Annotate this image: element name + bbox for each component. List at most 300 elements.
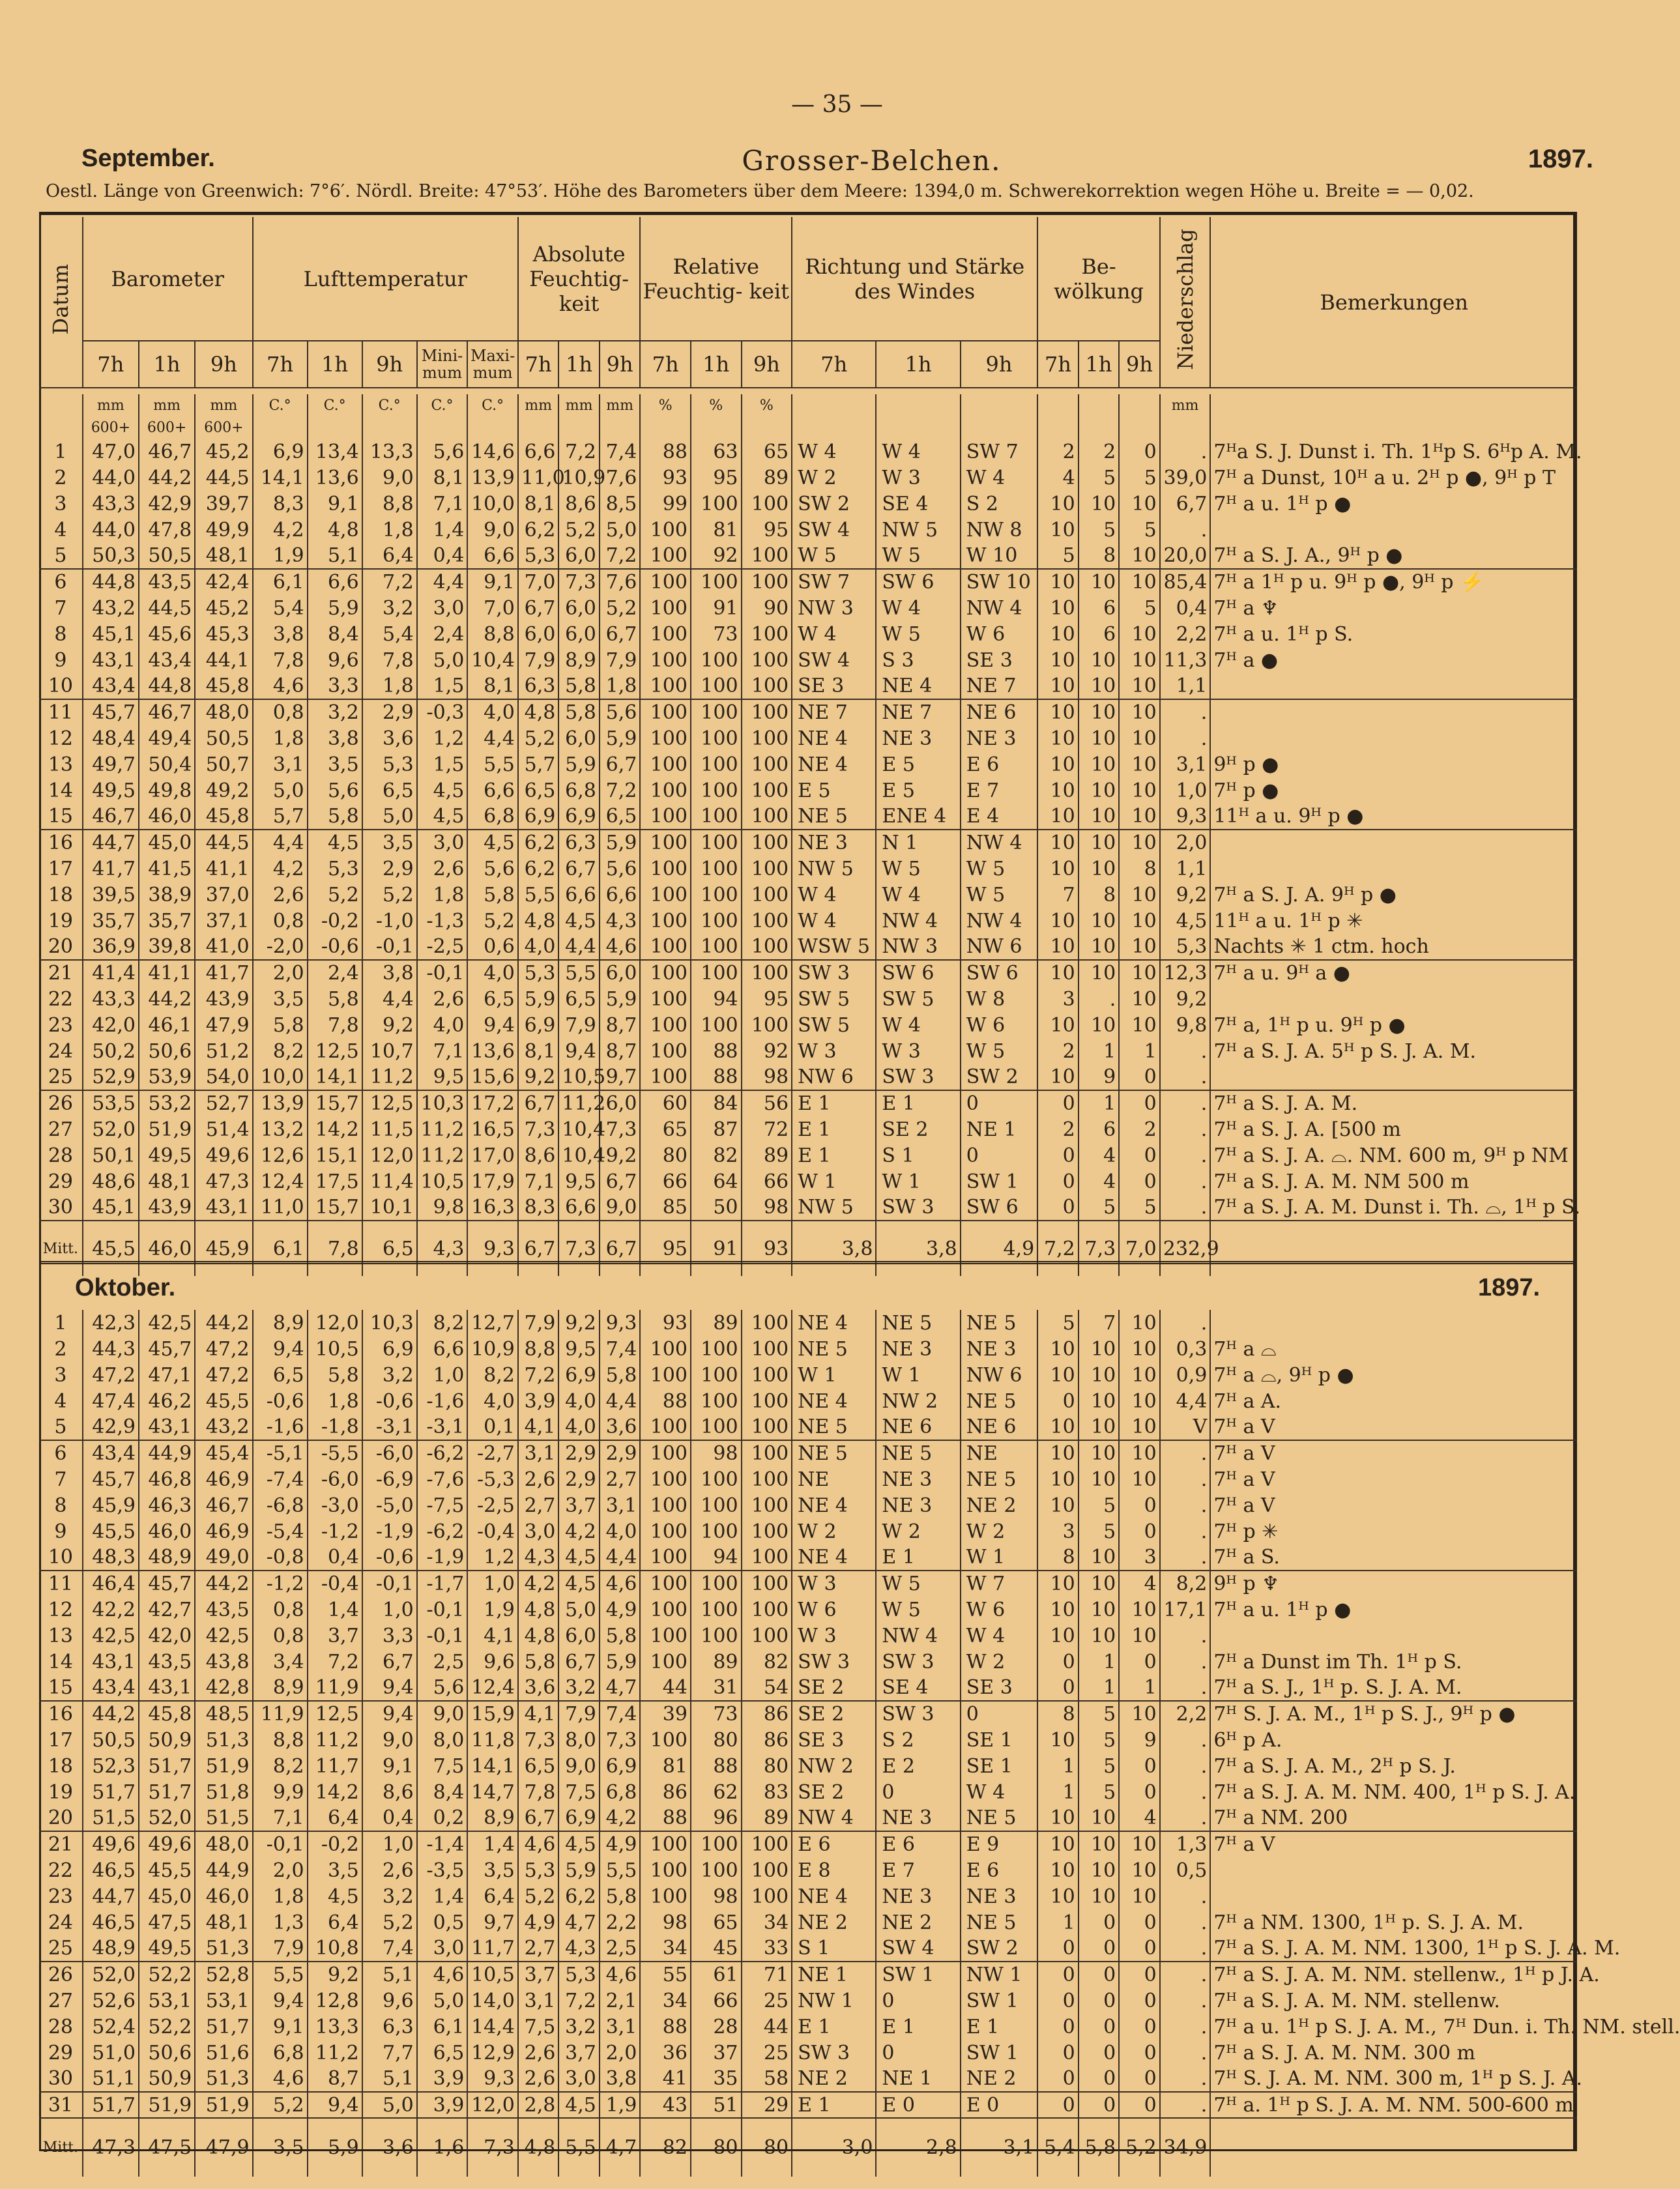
value-cell: 4,8 [308, 517, 362, 543]
value-cell: 5 [1037, 1310, 1079, 1336]
value-cell: 100 [640, 517, 691, 543]
value-cell: 3,2 [308, 699, 362, 725]
value-cell: 100 [640, 1518, 691, 1544]
value-cell: 51,7 [139, 1779, 195, 1805]
value-cell: 6,9 [558, 804, 600, 830]
value-cell: 9 [1119, 1727, 1160, 1753]
value-cell: 3,5 [253, 986, 308, 1012]
remark-cell: 7ᴴ S. J. A. M., 1ᴴ p S. J., 9ᴴ p ● [1210, 1701, 1577, 1727]
value-cell: -0,1 [253, 1831, 308, 1857]
value-cell: 34 [742, 1909, 792, 1935]
value-cell: NE 6 [961, 699, 1038, 725]
value-cell: 93 [640, 465, 691, 491]
value-cell: 1,0 [362, 1831, 417, 1857]
value-cell: 56 [742, 1090, 792, 1116]
value-cell: 100 [640, 1414, 691, 1440]
value-cell: 7,2 [600, 543, 641, 569]
value-cell: 4,6 [253, 673, 308, 699]
value-cell: E 7 [961, 777, 1038, 804]
remark-cell: 7ᴴ a. 1ᴴ p S. J. A. M. NM. 500-600 m [1210, 2092, 1577, 2118]
day-cell: 16 [39, 830, 83, 856]
value-cell: 0 [961, 1701, 1038, 1727]
value-cell: 12,5 [362, 1090, 417, 1116]
value-cell: 6 [1079, 595, 1120, 621]
value-cell: 42,9 [139, 491, 195, 517]
value-cell: 10 [1037, 934, 1079, 960]
value-cell: 8,5 [600, 491, 641, 517]
value-cell: 10 [1119, 804, 1160, 830]
value-cell: 2,0 [1160, 830, 1211, 856]
value-cell: 85 [640, 1195, 691, 1221]
value-cell: 88 [691, 1753, 742, 1779]
value-cell: 17,9 [467, 1168, 518, 1195]
value-cell: 2,7 [518, 1492, 559, 1518]
value-cell: 44,3 [83, 1336, 139, 1362]
value-cell: 3,5 [362, 830, 417, 856]
value-cell: 10 [1079, 1440, 1120, 1466]
value-cell: -1,2 [308, 1518, 362, 1544]
mean-cell: 7,2 [1037, 1221, 1079, 1276]
remark-cell: 7ᴴ a u. 1ᴴ p S. [1213, 622, 1354, 646]
value-cell: 100 [640, 1857, 691, 1883]
value-cell: 6,4 [467, 1883, 518, 1909]
value-cell: 95 [742, 517, 792, 543]
value-cell: 10 [1037, 647, 1079, 673]
remark-cell [1210, 517, 1577, 543]
value-cell: 100 [640, 1012, 691, 1038]
day-cell: 1 [39, 439, 83, 465]
value-cell: 100 [640, 777, 691, 804]
value-cell: W 5 [876, 1597, 960, 1623]
value-cell: 73 [691, 1701, 742, 1727]
mean-cell: 3,6 [362, 2118, 417, 2177]
value-cell: -7,6 [417, 1466, 468, 1492]
value-cell: 95 [742, 986, 792, 1012]
value-cell: 4,4 [467, 725, 518, 751]
value-cell: 37,0 [195, 882, 252, 908]
value-cell: 100 [691, 804, 742, 830]
remark-cell: 7ᴴ S. J. A. M. NM. 300 m, 1ᴴ p S. J. A. [1213, 2067, 1583, 2090]
value-cell: 9,8 [1160, 1012, 1211, 1038]
day-cell: 20 [39, 934, 83, 960]
units-row: mm mm mm C.° C.° C.° C.° C.° mm mm mm % % % mm [39, 394, 1577, 416]
value-cell: 4,4 [253, 830, 308, 856]
value-cell: 4,0 [467, 699, 518, 725]
value-cell: 6,5 [518, 777, 559, 804]
value-cell: 84 [691, 1090, 742, 1116]
value-cell: 0,2 [417, 1805, 468, 1831]
value-cell: SW 2 [961, 1935, 1038, 1962]
value-cell: 100 [640, 1597, 691, 1623]
value-cell: 3,0 [558, 2066, 600, 2092]
value-cell: NE 7 [792, 699, 876, 725]
table-row [39, 517, 1577, 543]
value-cell: NE 7 [961, 673, 1038, 699]
value-cell: 13,9 [253, 1090, 308, 1116]
value-cell: 2,9 [362, 856, 417, 882]
value-cell: 7,8 [518, 1779, 559, 1805]
value-cell: 4,6 [518, 1831, 559, 1857]
value-cell: 100 [691, 569, 742, 595]
value-cell: 45,0 [139, 830, 195, 856]
value-cell: 10 [1119, 1597, 1160, 1623]
value-cell: 0 [1119, 1142, 1160, 1168]
value-cell: 43,8 [195, 1649, 252, 1675]
value-cell: 10,4 [558, 1142, 600, 1168]
value-cell: E 6 [792, 1831, 876, 1857]
value-cell: -1,3 [417, 908, 468, 934]
value-cell: 51,7 [195, 2014, 252, 2040]
value-cell: 46,0 [139, 1518, 195, 1544]
header-abs-feucht: Absolute Feuchtig- keit [518, 217, 641, 341]
value-cell: 0 [1119, 1090, 1160, 1116]
value-cell: 46,4 [83, 1571, 139, 1597]
table-row [39, 1492, 1577, 1518]
value-cell: W 2 [876, 1518, 960, 1544]
value-cell: 46,7 [139, 439, 195, 465]
day-cell: 19 [39, 908, 83, 934]
value-cell: 44,8 [139, 673, 195, 699]
value-cell: 100 [640, 804, 691, 830]
value-cell: 3,1 [253, 751, 308, 777]
value-cell: NW 6 [961, 1362, 1038, 1388]
value-cell: 43,2 [195, 1414, 252, 1440]
value-cell: 3,2 [558, 1675, 600, 1701]
value-cell: NE 2 [792, 1909, 876, 1935]
value-cell: 0,1 [467, 1414, 518, 1440]
value-cell: 6,7 [518, 595, 559, 621]
value-cell: W 3 [792, 1038, 876, 1064]
value-cell: 9,2 [600, 1142, 641, 1168]
value-cell: E 1 [792, 1090, 876, 1116]
value-cell: 4,5 [467, 830, 518, 856]
value-cell: 11,4 [362, 1168, 417, 1195]
value-cell: 43,1 [83, 647, 139, 673]
september-table [39, 394, 1582, 1276]
value-cell: 42,3 [83, 1310, 139, 1336]
value-cell: 50,2 [83, 1038, 139, 1064]
value-cell: 11,2 [308, 1727, 362, 1753]
value-cell: 5,2 [308, 882, 362, 908]
value-cell: 4 [1079, 1142, 1120, 1168]
remark-cell [1210, 986, 1577, 1012]
value-cell: NE 4 [792, 1310, 876, 1336]
value-cell: 0 [961, 1142, 1038, 1168]
table-row [39, 1544, 1577, 1571]
value-cell: 5,9 [558, 1857, 600, 1883]
value-cell: NE [792, 1466, 876, 1492]
value-cell: W 4 [961, 465, 1038, 491]
value-cell: 100 [691, 908, 742, 934]
value-cell: 9,4 [362, 1701, 417, 1727]
value-cell: 86 [742, 1701, 792, 1727]
value-cell: NW 4 [792, 1805, 876, 1831]
header-maximum: Maxi- mum [467, 341, 518, 388]
table-row [39, 1142, 1577, 1168]
value-cell: 52,8 [195, 1962, 252, 1988]
value-cell: 5,8 [600, 1883, 641, 1909]
value-cell: NW 4 [961, 908, 1038, 934]
value-cell: 80 [640, 1142, 691, 1168]
value-cell: 10 [1119, 777, 1160, 804]
value-cell: 65 [742, 439, 792, 465]
value-cell: 66 [691, 1988, 742, 2014]
value-cell: 41,7 [195, 960, 252, 986]
value-cell: 1,4 [467, 1831, 518, 1857]
value-cell: 4,2 [253, 517, 308, 543]
value-cell: 4,7 [600, 1675, 641, 1701]
value-cell: 0,6 [467, 934, 518, 960]
value-cell: 2,4 [308, 960, 362, 986]
value-cell: 10 [1037, 1805, 1079, 1831]
value-cell: -0,6 [253, 1388, 308, 1414]
value-cell: . [1160, 699, 1211, 725]
value-cell: E 5 [876, 751, 960, 777]
header-abs-9h: 9h [600, 341, 641, 388]
table-row [39, 1195, 1577, 1221]
value-cell: 10,4 [467, 647, 518, 673]
value-cell: 9,2 [1160, 986, 1211, 1012]
value-cell: 0 [1079, 2092, 1120, 2118]
value-cell: 41,0 [195, 934, 252, 960]
value-cell: NW 1 [792, 1988, 876, 2014]
value-cell: 9,6 [308, 647, 362, 673]
value-cell: 41,7 [83, 856, 139, 882]
value-cell: 17,1 [1160, 1597, 1211, 1623]
value-cell: 10 [1119, 1310, 1160, 1336]
value-cell: 11,5 [362, 1116, 417, 1142]
table-row [39, 1090, 1577, 1116]
header-bew-7h: 7h [1037, 341, 1079, 388]
value-cell: 34 [640, 1935, 691, 1962]
value-cell: 100 [640, 960, 691, 986]
table-row [39, 2014, 1577, 2040]
value-cell: 6,7 [600, 621, 641, 647]
value-cell: NE [961, 1440, 1038, 1466]
value-cell: 45,7 [139, 1336, 195, 1362]
table-row [39, 1883, 1577, 1909]
value-cell: 7,5 [558, 1779, 600, 1805]
value-cell: 100 [640, 1571, 691, 1597]
table-row [39, 1466, 1577, 1492]
header-temp-7h: 7h [253, 341, 308, 388]
day-cell: 22 [39, 986, 83, 1012]
value-cell: 45,5 [139, 1857, 195, 1883]
table-row [39, 1935, 1577, 1962]
value-cell: 35,7 [139, 908, 195, 934]
value-cell: E 5 [876, 777, 960, 804]
value-cell: 44,9 [195, 1857, 252, 1883]
value-cell: 46,5 [83, 1857, 139, 1883]
value-cell: NE 5 [792, 1440, 876, 1466]
value-cell: 66 [742, 1168, 792, 1195]
value-cell: -0,6 [362, 1388, 417, 1414]
value-cell: 41,4 [83, 960, 139, 986]
value-cell: . [1160, 2014, 1211, 2040]
value-cell: 47,8 [139, 517, 195, 543]
value-cell: 88 [691, 1038, 742, 1064]
value-cell: 3,0 [518, 1518, 559, 1544]
value-cell: 100 [640, 751, 691, 777]
value-cell: 45,8 [195, 673, 252, 699]
value-cell: 10 [1079, 699, 1120, 725]
value-cell: 9,0 [600, 1195, 641, 1221]
value-cell: 49,2 [195, 777, 252, 804]
value-cell: 5,8 [308, 804, 362, 830]
value-cell: 6,1 [253, 569, 308, 595]
value-cell: -0,1 [362, 934, 417, 960]
header-datum: Datum [39, 217, 83, 388]
value-cell: 10 [1119, 830, 1160, 856]
value-cell: 100 [742, 751, 792, 777]
value-cell: 9,6 [362, 1988, 417, 2014]
value-cell: 42,0 [139, 1623, 195, 1649]
value-cell: 47,3 [195, 1168, 252, 1195]
value-cell: 13,9 [467, 465, 518, 491]
value-cell: SW 2 [961, 1064, 1038, 1090]
value-cell: NE 3 [876, 1805, 960, 1831]
value-cell: NE 4 [792, 751, 876, 777]
value-cell: 31 [691, 1675, 742, 1701]
value-cell: 1,8 [362, 673, 417, 699]
remark-cell: 7ᴴ a V [1210, 1831, 1577, 1857]
value-cell: 100 [742, 1388, 792, 1414]
table-row [39, 1310, 1577, 1336]
value-cell: 43,9 [139, 1195, 195, 1221]
value-cell: 1,4 [308, 1597, 362, 1623]
value-cell: 44,5 [195, 465, 252, 491]
value-cell: 6,0 [558, 621, 600, 647]
value-cell: 1,2 [467, 1544, 518, 1571]
value-cell: 8,3 [253, 491, 308, 517]
day-cell: 15 [39, 1675, 83, 1701]
mean-cell: 47,3 [83, 2118, 139, 2177]
value-cell: 39,7 [195, 491, 252, 517]
value-cell: 2,2 [600, 1909, 641, 1935]
value-cell: 13,2 [253, 1116, 308, 1142]
day-cell: 1 [39, 1310, 83, 1336]
value-cell: E 4 [961, 804, 1038, 830]
value-cell: 5,6 [600, 856, 641, 882]
value-cell: 2,4 [417, 621, 468, 647]
value-cell: 49,6 [83, 1831, 139, 1857]
value-cell: 43,1 [139, 1414, 195, 1440]
value-cell: 46,7 [139, 699, 195, 725]
value-cell: S 2 [876, 1727, 960, 1753]
table-row [39, 1388, 1577, 1414]
header-niederschlag: Niederschlag [1160, 217, 1211, 388]
value-cell: 82 [691, 1142, 742, 1168]
value-cell: 5,9 [600, 725, 641, 751]
value-cell: 50,4 [139, 751, 195, 777]
day-cell: 24 [39, 1038, 83, 1064]
table-row [39, 1336, 1577, 1362]
value-cell: 7,2 [558, 1988, 600, 2014]
value-cell: 100 [742, 804, 792, 830]
header-baro-7h: 7h [83, 341, 139, 388]
value-cell: 43,3 [83, 986, 139, 1012]
value-cell: 42,7 [139, 1597, 195, 1623]
value-cell: SE 3 [961, 647, 1038, 673]
value-cell: 0 [1079, 2040, 1120, 2066]
value-cell: 10,0 [253, 1064, 308, 1090]
value-cell: 83 [742, 1779, 792, 1805]
value-cell: 45,2 [195, 595, 252, 621]
table-row [39, 934, 1577, 960]
value-cell: 1 [1079, 1675, 1120, 1701]
value-cell: 36,9 [83, 934, 139, 960]
value-cell: 4,5 [558, 1571, 600, 1597]
value-cell: NE 3 [876, 725, 960, 751]
header-wind-7h: 7h [792, 341, 876, 388]
header-abs-7h: 7h [518, 341, 559, 388]
table-row [39, 1168, 1577, 1195]
value-cell: 10 [1037, 595, 1079, 621]
remark-cell [1210, 725, 1577, 751]
value-cell: 100 [742, 934, 792, 960]
value-cell: 100 [640, 1038, 691, 1064]
remark-cell [1210, 673, 1577, 699]
value-cell: NW 5 [792, 1195, 876, 1221]
remark-cell [1210, 830, 1577, 856]
value-cell: 6,6 [518, 439, 559, 465]
value-cell: 100 [640, 1362, 691, 1388]
value-cell: W 5 [961, 882, 1038, 908]
remark-cell [1210, 1883, 1577, 1909]
value-cell: 8,3 [518, 1195, 559, 1221]
table-row [39, 725, 1577, 751]
value-cell: 9,9 [253, 1779, 308, 1805]
value-cell: 9,1 [308, 491, 362, 517]
value-cell: 10 [1037, 1857, 1079, 1883]
value-cell: 3,2 [362, 595, 417, 621]
value-cell: 10 [1079, 960, 1120, 986]
value-cell: 46,0 [139, 804, 195, 830]
value-cell: 10 [1037, 1623, 1079, 1649]
value-cell: 44,5 [195, 830, 252, 856]
value-cell: 8,6 [518, 1142, 559, 1168]
value-cell: 0,4 [362, 1805, 417, 1831]
value-cell: 5,8 [308, 1362, 362, 1388]
value-cell: 45,7 [83, 1466, 139, 1492]
value-cell: 6,8 [467, 804, 518, 830]
value-cell: 5,8 [308, 986, 362, 1012]
table-row [39, 699, 1577, 725]
value-cell: 100 [691, 491, 742, 517]
value-cell: 100 [691, 1012, 742, 1038]
value-cell: 9,4 [253, 1336, 308, 1362]
value-cell: W 3 [792, 1571, 876, 1597]
value-cell: E 1 [792, 1142, 876, 1168]
table-row [39, 439, 1577, 465]
value-cell: 4,5 [417, 777, 468, 804]
value-cell: W 6 [961, 621, 1038, 647]
value-cell: NE 4 [876, 673, 960, 699]
value-cell: 4,4 [600, 1544, 641, 1571]
value-cell: . [1160, 725, 1211, 751]
value-cell: 4,1 [518, 1414, 559, 1440]
value-cell: 10 [1119, 1388, 1160, 1414]
value-cell: 1,3 [253, 1909, 308, 1935]
value-cell: 98 [742, 1064, 792, 1090]
value-cell: ENE 4 [876, 804, 960, 830]
mean-cell: 7,3 [1079, 1221, 1120, 1276]
value-cell: 8,4 [308, 621, 362, 647]
value-cell: NE 3 [961, 1336, 1038, 1362]
value-cell: 2,7 [600, 1466, 641, 1492]
value-cell: 4,2 [253, 856, 308, 882]
value-cell: E 6 [961, 751, 1038, 777]
